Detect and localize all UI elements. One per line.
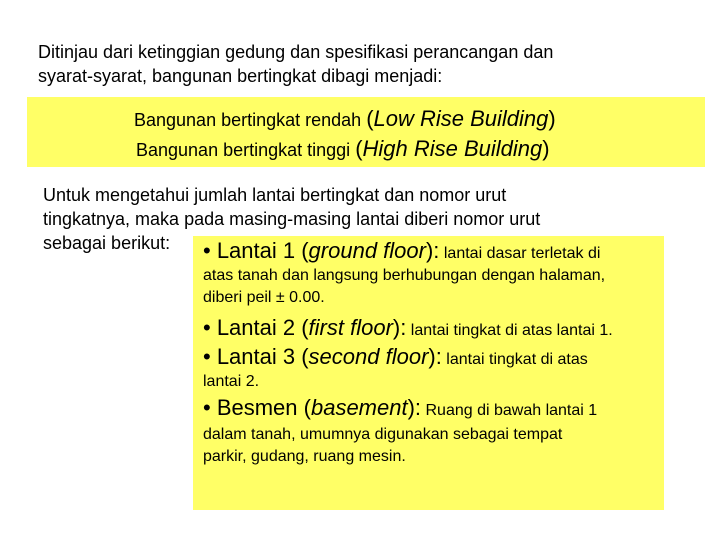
low-rise-open-paren: ( <box>366 106 374 131</box>
floor-item-desc-cont-2: diberi peil ± 0.00. <box>203 289 325 306</box>
floor-item-first <box>203 315 663 342</box>
floor-item-desc-cont-1: lantai 2. <box>203 373 260 390</box>
high-rise-label: Bangunan bertingkat tinggi <box>136 140 351 160</box>
floor-item-desc: lantai dasar terletak di <box>439 245 601 262</box>
floor-item-english: ground floor <box>308 238 426 263</box>
floor-item-head-a: • Lantai 1 ( <box>203 238 309 263</box>
floor-item-heading <box>203 344 663 371</box>
floor-item-head-a: • Lantai 3 ( <box>203 344 309 369</box>
floor-item-english: second floor <box>308 344 429 369</box>
low-rise-line <box>134 106 556 132</box>
high-rise-close-paren: ) <box>542 136 550 161</box>
floor-item-head-b: ): <box>407 395 422 420</box>
floor-item-english: basement <box>310 395 408 420</box>
floor-item-desc: lantai tingkat di atas <box>441 351 588 368</box>
low-rise-close-paren: ) <box>548 106 556 131</box>
para-line-3: sebagai berikut: <box>43 233 171 253</box>
low-rise-english: Low Rise Building <box>373 106 549 131</box>
high-rise-open-paren: ( <box>355 136 363 161</box>
floor-item-head-b: ): <box>428 344 442 369</box>
high-rise-english: High Rise Building <box>362 136 543 161</box>
floor-item-heading <box>203 315 663 342</box>
floor-item-desc-cont-2: parkir, gudang, ruang mesin. <box>203 448 406 465</box>
floor-item-desc-cont-1: atas tanah dan langsung berhubungan dengan halaman, <box>203 267 606 284</box>
low-rise-label: Bangunan bertingkat rendah <box>134 110 362 130</box>
floor-item-desc-cont-1: dalam tanah, umumnya digunakan sebagai tempat <box>203 426 563 443</box>
para-line-1: Untuk mengetahui jumlah lantai bertingkat dan nomor urut <box>43 185 507 205</box>
floor-item-heading <box>203 395 663 422</box>
floor-item-second <box>203 344 663 393</box>
intro-text <box>38 40 698 88</box>
floor-item-desc: Ruang di bawah lantai 1 <box>421 402 598 419</box>
floor-item-english: first floor <box>308 315 393 340</box>
floor-item-head-b: ): <box>392 315 407 340</box>
floor-item-head-a: • Lantai 2 ( <box>203 315 309 340</box>
floor-item-head-b: ): <box>425 238 440 263</box>
floor-item-basement <box>203 395 663 468</box>
numbering-paragraph <box>43 183 683 231</box>
floor-item-heading <box>203 238 663 265</box>
high-rise-line <box>136 136 550 162</box>
floor-item-ground <box>203 238 663 309</box>
para-line-2: tingkatnya, maka pada masing-masing lantai diberi nomor urut <box>43 209 541 229</box>
intro-line-1: Ditinjau dari ketinggian gedung dan spesifikasi perancangan dan <box>38 42 554 62</box>
floor-item-desc: lantai tingkat di atas lantai 1. <box>406 322 613 339</box>
intro-line-2: syarat-syarat, bangunan bertingkat dibagi menjadi: <box>38 66 443 86</box>
floor-item-head-a: • Besmen ( <box>203 395 311 420</box>
